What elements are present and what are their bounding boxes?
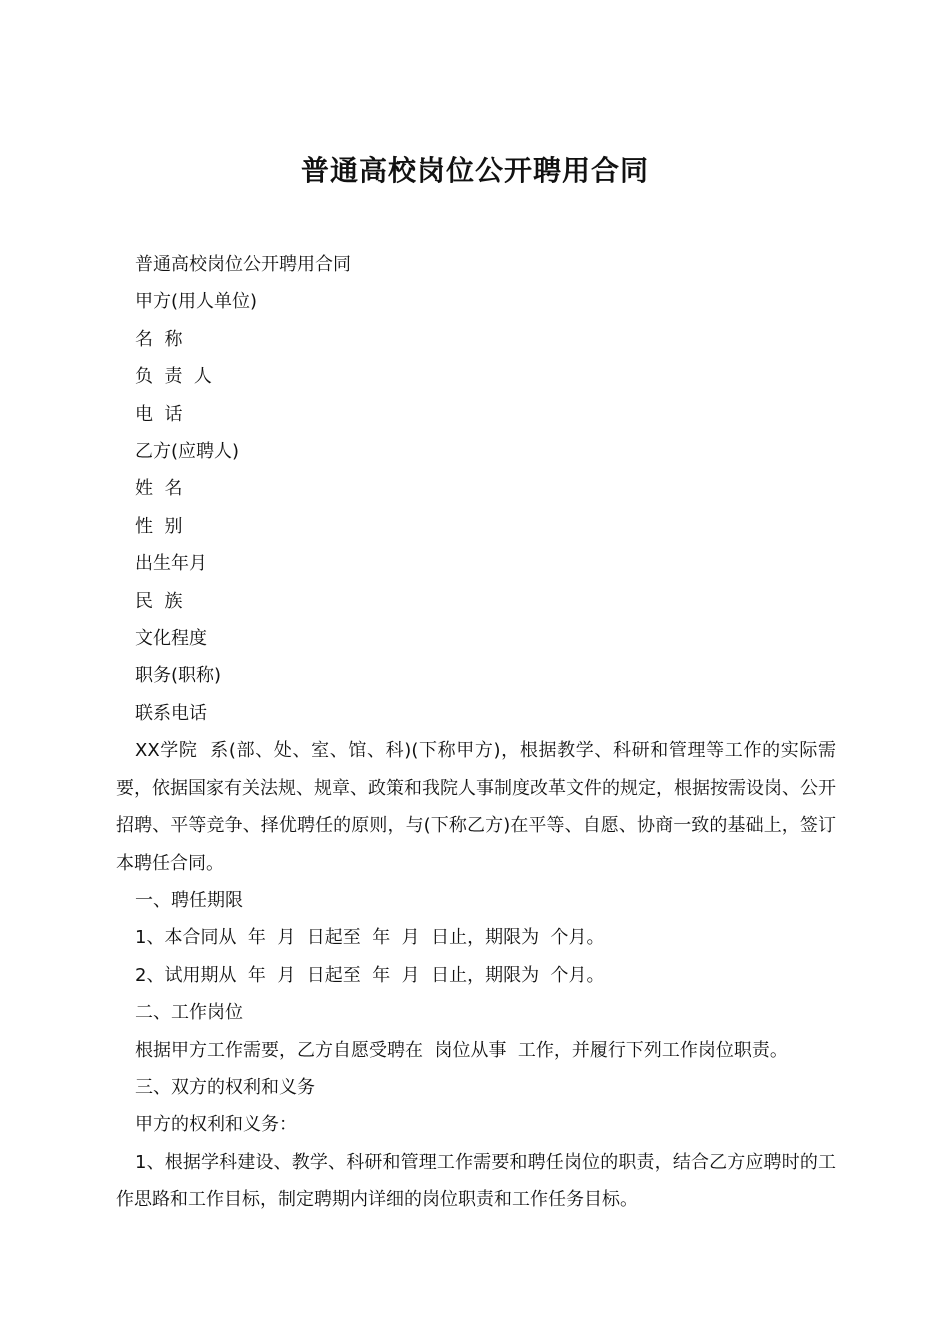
party-b-gender-label: 性 别 [135,515,183,537]
rights-clause-1: 1、根据学科建设、教学、科研和管理工作需要和聘任岗位的职责，结合乙方应聘时的工作思路和工作目标，制定聘期内详细的岗位职责和工作任务目标。 [116,1151,836,1211]
position-paragraph: 根据甲方工作需要，乙方自愿受聘在 岗位从事 工作，并履行下列工作岗位职责。 [135,1039,788,1061]
party-b-birth-label: 出生年月 [135,553,207,575]
document-title: 普通高校岗位公开聘用合同 [300,153,649,187]
term-clause-2: 2、试用期从 年 月 日起至 年 月 日止，期限为 个月。 [135,964,605,986]
party-a-label: 甲方(用人单位) [135,291,258,313]
term-clause-1: 1、本合同从 年 月 日起至 年 月 日止，期限为 个月。 [135,927,605,949]
party-b-education-label: 文化程度 [135,628,207,650]
party-b-contact-label: 联系电话 [135,702,207,724]
preamble-paragraph: XX学院 系(部、处、室、馆、科)(下称甲方)，根据教学、科研和管理等工作的实际需要，依据国家有关法规、规章、政策和我院人事制度改革文件的规定，根据按需设岗、公开招聘、平等竞争、择优聘任的原则，与(下称乙方)在平等、自愿、协商一致的基础上，签订本聘任合同。 [116,740,836,874]
document-body [116,246,836,1219]
paragraph-heading-repeat: 普通高校岗位公开聘用合同 [135,254,351,275]
party-b-name-label: 姓 名 [135,478,183,500]
section-heading-term: 一、聘任期限 [135,889,243,911]
party-a-name-label: 名 称 [135,328,183,350]
party-a-rights-heading: 甲方的权利和义务： [135,1114,297,1136]
section-heading-rights: 三、双方的权利和义务 [135,1076,315,1098]
section-heading-position: 二、工作岗位 [135,1002,243,1024]
party-a-responsible-label: 负 责 人 [135,366,212,388]
party-b-position-label: 职务(职称) [135,665,222,687]
party-b-label: 乙方(应聘人) [135,441,240,463]
party-b-ethnicity-label: 民 族 [135,590,183,612]
party-a-phone-label: 电 话 [135,403,183,425]
